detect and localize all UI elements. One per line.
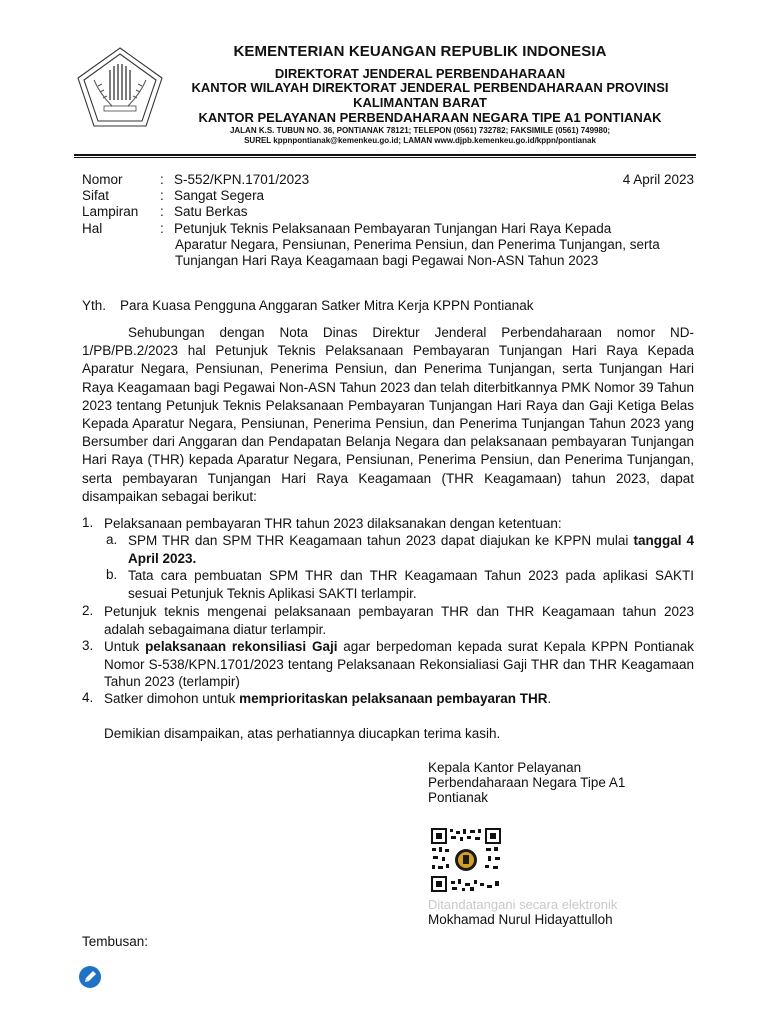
item-4-number: 4. bbox=[82, 690, 94, 705]
electronic-signature-stamp: Ditandatangani secara elektronik bbox=[428, 897, 618, 912]
item-3-number: 3. bbox=[82, 638, 94, 653]
header-rule bbox=[74, 154, 696, 156]
item-a-text: SPM THR dan SPM THR Keagamaan tahun 2023 dapat diajukan ke KPPN mulai tanggal 4 April 2023. bbox=[128, 533, 694, 566]
directorate-name: DIREKTORAT JENDERAL PERBENDAHARAAN bbox=[274, 66, 566, 81]
office-contact: SUREL kppnpontianak@kemenkeu.go.id; LAMAN www.djpb.kemenkeu.go.id/kppn/pontianak bbox=[244, 136, 596, 145]
nomor-value: S-552/KPN.1701/2023 bbox=[174, 172, 310, 187]
service-office-name: KANTOR PELAYANAN PERBENDAHARAAN NEGARA TIPE A1 PONTIANAK bbox=[198, 110, 662, 125]
hal-line-2: Aparatur Negara, Pensiunan, Penerima Pensiun, dan Penerima Tunjangan, serta bbox=[175, 237, 660, 252]
nomor-label: Nomor bbox=[82, 172, 123, 187]
hal-label: Hal bbox=[82, 221, 103, 236]
item-3-text: Untuk pelaksanaan rekonsiliasi Gaji agar berpedoman kepada surat Kepala KPPN Pontianak Nomor S-538/KPN.1701/2023 tentang Pelaksanaan Rekonsialiasi Gaji THR dan THR Keagamaan Tahun 2023 (terlampir) bbox=[104, 639, 694, 689]
sifat-label: Sifat bbox=[82, 188, 110, 203]
signatory-name: Mokhamad Nurul Hidayattulloh bbox=[428, 912, 613, 927]
closing-text: Demikian disampaikan, atas perhatiannya diucapkan terima kasih. bbox=[104, 726, 501, 741]
item-1-text: Pelaksanaan pembayaran THR tahun 2023 dilaksanakan dengan ketentuan: bbox=[104, 516, 562, 531]
pen-icon[interactable] bbox=[78, 965, 102, 989]
recipient-name: Para Kuasa Pengguna Anggaran Satker Mitra Kerja KPPN Pontianak bbox=[120, 298, 534, 313]
colon: : bbox=[160, 204, 164, 219]
item-4-text: Satker dimohon untuk memprioritaskan pelaksanaan pembayaran THR. bbox=[104, 691, 552, 706]
hal-line-1: Petunjuk Teknis Pelaksanaan Pembayaran Tunjangan Hari Raya Kepada bbox=[174, 221, 612, 236]
signatory-title-1: Kepala Kantor Pelayanan bbox=[428, 760, 582, 775]
colon: : bbox=[160, 172, 164, 187]
hal-line-3: Tunjangan Hari Raya Keagamaan bagi Pegawai Non-ASN Tahun 2023 bbox=[175, 253, 599, 268]
yth-label: Yth. bbox=[82, 298, 107, 313]
item-2-number: 2. bbox=[82, 603, 94, 618]
regional-office-name: KANTOR WILAYAH DIREKTORAT JENDERAL PERBENDAHARAAN PROVINSI bbox=[191, 80, 669, 95]
letter-date: 4 April 2023 bbox=[622, 172, 694, 187]
office-address: JALAN K.S. TUBUN NO. 36, PONTIANAK 78121; TELEPON (0561) 732782; FAKSIMILE (0561) 749980; bbox=[229, 126, 611, 135]
signatory-title-2: Perbendaharaan Negara Tipe A1 bbox=[428, 775, 626, 790]
signatory-title-3: Pontianak bbox=[428, 790, 489, 805]
province-name: KALIMANTAN BARAT bbox=[353, 95, 487, 110]
item-b-number: b. bbox=[106, 567, 118, 582]
item-a-number: a. bbox=[106, 532, 118, 547]
ministry-name: KEMENTERIAN KEUANGAN REPUBLIK INDONESIA bbox=[233, 43, 607, 60]
sifat-value: Sangat Segera bbox=[174, 188, 265, 203]
header-rule-thin bbox=[74, 157, 696, 158]
opening-paragraph: Sehubungan dengan Nota Dinas Direktur Jenderal Perbendaharaan nomor ND-1/PB/PB.2/2023 hal Petunjuk Teknis Pelaksanaan Pembayaran Tunjangan Hari Raya Kepada Aparatur Negara, Pensiunan, Penerima Pensiun, dan Penerima Tunjangan, serta Tunjangan Hari Raya Keagamaan bagi Pegawai Non-ASN Tahun 2023 dan telah diterbitkannya PMK Nomor 39 Tahun 2023 tentang Petunjuk Teknis Pelaksanaan Pembayaran Tunjangan Hari Raya dan Gaji Ketiga Belas Kepada Aparatur Negara, Pensiunan, Penerima Pensiun, dan Penerima Tunjangan Tahun 2023 yang Bersumber dari Anggaran dan Pendapatan Belanja Negara dan pelaksanaan pembayaran Tunjangan Hari Raya (THR) kepada Aparatur Negara, Pensiunan, Penerima Pensiun, dan Penerima Tunjangan, serta pembayaran Tunjangan Hari Raya Keagamaan (THR Keagamaan) tahun 2023, dapat disampaikan sebagai berikut: bbox=[82, 325, 694, 504]
lampiran-label: Lampiran bbox=[82, 204, 139, 219]
qr-code-icon bbox=[430, 827, 502, 893]
colon: : bbox=[160, 221, 164, 236]
colon: : bbox=[160, 188, 164, 203]
item-b-text: Tata cara pembuatan SPM THR dan THR Keagamaan Tahun 2023 pada aplikasi SAKTI sesuai Petunjuk Teknis Aplikasi SAKTI terlampir. bbox=[128, 568, 694, 601]
lampiran-value: Satu Berkas bbox=[174, 204, 248, 219]
item-2-text: Petunjuk teknis mengenai pelaksanaan pembayaran THR dan THR Keagamaan tahun 2023 adalah sebagaimana diatur terlampir. bbox=[104, 604, 694, 637]
cc-label: Tembusan: bbox=[82, 934, 149, 949]
item-1-number: 1. bbox=[82, 515, 94, 530]
